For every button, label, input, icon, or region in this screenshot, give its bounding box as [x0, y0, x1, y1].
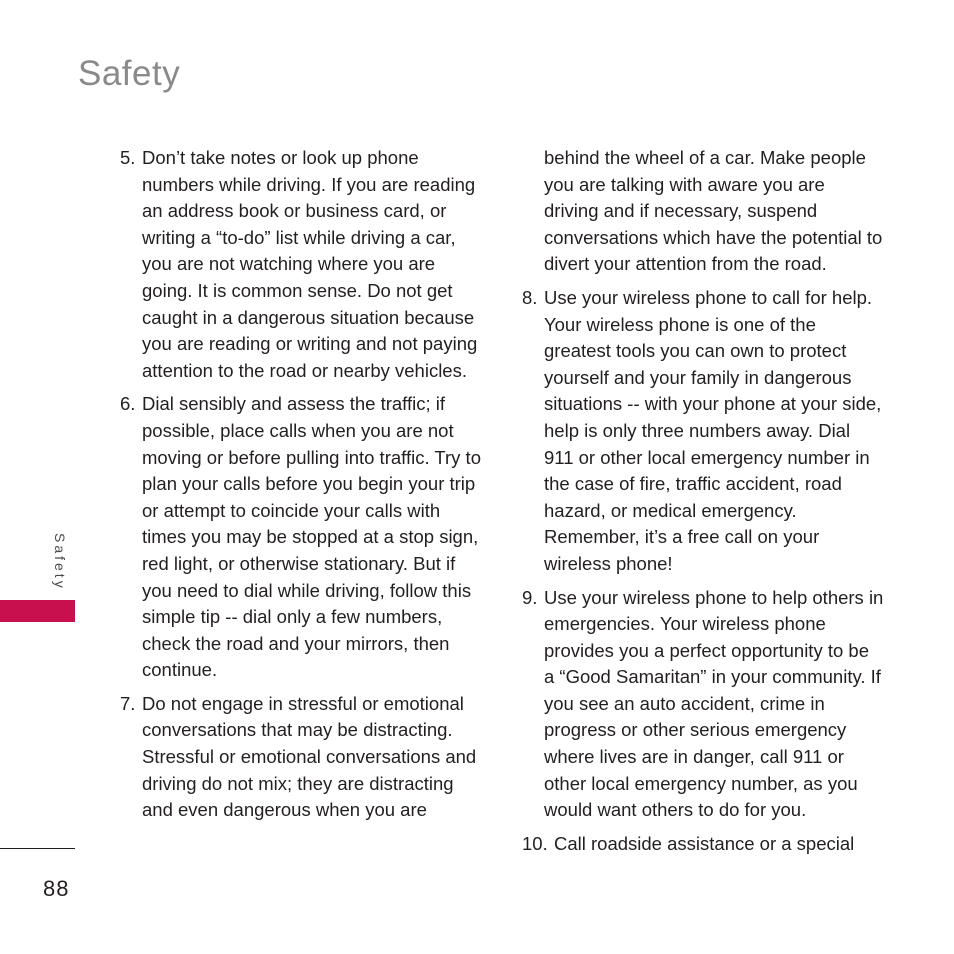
page-title: Safety — [78, 54, 181, 93]
right-column — [522, 145, 884, 864]
section-tab-marker — [0, 600, 75, 622]
item-text: Do not engage in stressful or emotional conversations that may be distracting. Stressful or emotional conversations and driving do not mix; they are distracting and even dangerous when you are — [142, 692, 477, 821]
footer-divider — [0, 848, 75, 849]
item-text: Use your wireless phone to call for help. Your wireless phone is one of the greatest tools you can own to protect yourself and your family in dangerous situations -- with your phone at your side, help is only three numbers away. Dial 911 or other local emergency number in the case of fire, traffic accident, road hazard, or medical emergency. Remember, it’s a free call on your wireless phone! — [544, 286, 882, 574]
list-item-5 — [120, 145, 482, 384]
item-text: Dial sensibly and assess the traffic; if possible, place calls when you are not moving or before pulling into traffic. Try to plan your calls before you begin your trip or attempt to coincide your calls with times you may be stopped at a stop sign, red light, or otherwise stationary. But if you need to dial while driving, follow this simple tip -- dial only a few numbers, check the road and your mirrors, then continue. — [142, 393, 481, 681]
item-number: 6. — [120, 393, 136, 415]
item-number: 10. — [522, 832, 548, 854]
item-text: Call roadside assistance or a special — [554, 832, 855, 854]
item-number: 5. — [120, 147, 136, 168]
item-text: Don’t take notes or look up phone numbers while driving. If you are reading an address book or business card, or writing a “to-do” list while driving a car, you are not watching where you are going. It is common sense. Do not get caught in a dangerous situation because you are reading or writing and not paying attention to the road or nearby vehicles. — [142, 147, 478, 381]
list-item-8 — [522, 285, 884, 578]
list-item-10 — [522, 831, 884, 858]
list-item-6 — [120, 391, 482, 684]
list-item-9 — [522, 585, 884, 824]
page-number: 88 — [43, 876, 70, 901]
list-item-7-continuation: behind the wheel of a car. Make people you are talking with aware you are driving and if necessary, suspend conversations which have the potential to divert your attention from the road. — [544, 147, 883, 275]
item-number: 7. — [120, 692, 136, 714]
left-column — [120, 145, 482, 831]
item-number: 9. — [522, 586, 538, 608]
list-item-7 — [120, 691, 482, 824]
section-tab-label: Safety — [52, 533, 68, 591]
item-text: Use your wireless phone to help others in emergencies. Your wireless phone provides you a perfect opportunity to be a “Good Samaritan” in your community. If you see an auto accident, crime in progress or other serious emergency where lives are in danger, call 911 or other local emergency number, as you would want others to do for you. — [544, 586, 884, 821]
item-number: 8. — [522, 286, 538, 308]
